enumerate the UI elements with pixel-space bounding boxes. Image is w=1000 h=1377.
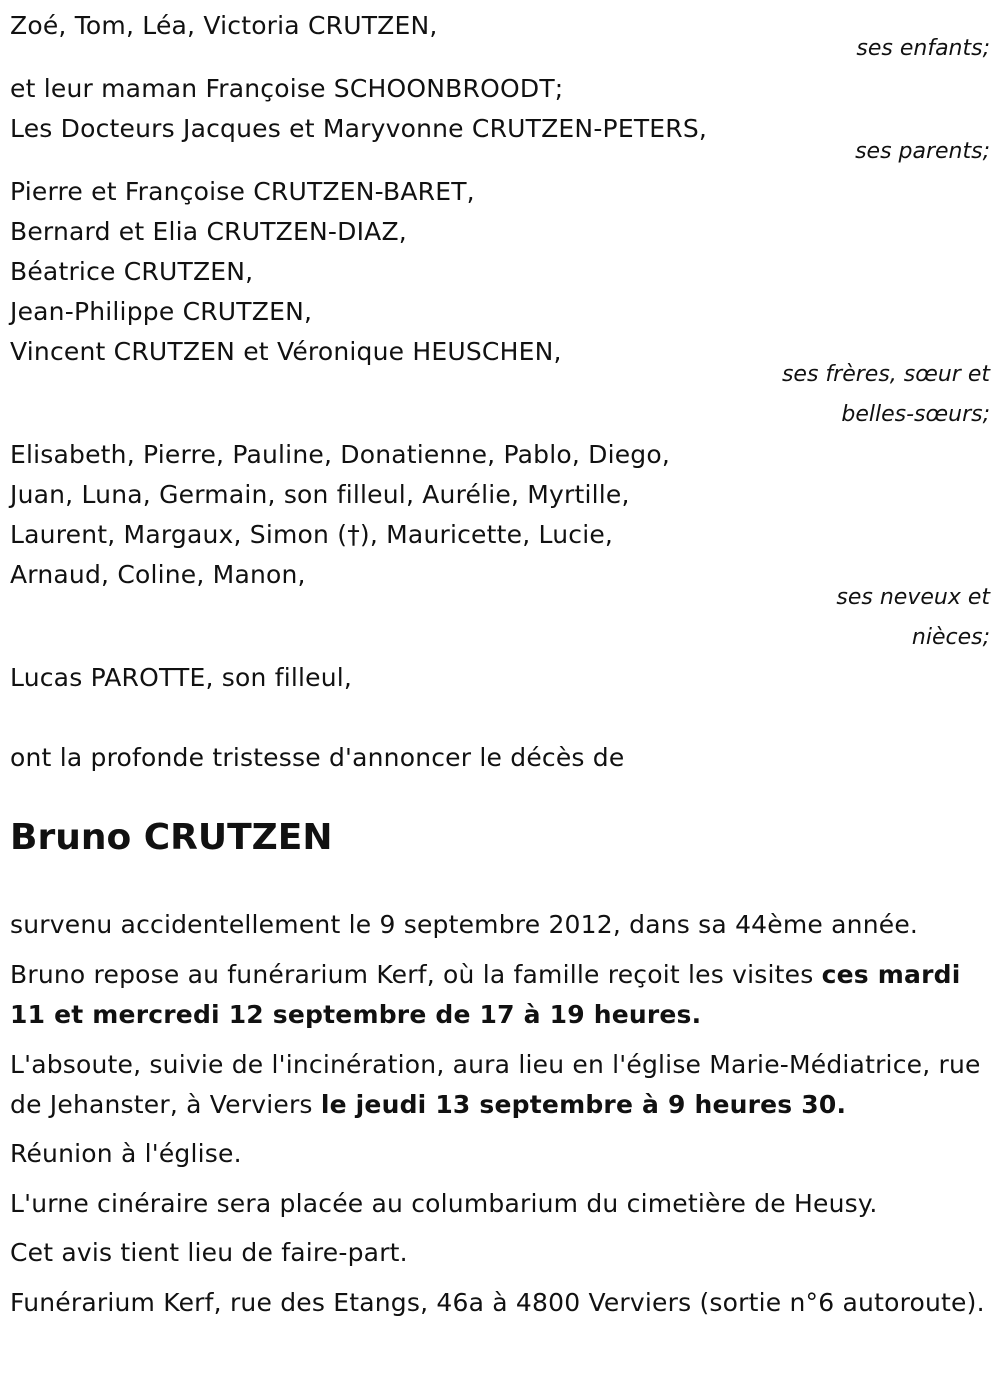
notice-text: Cet avis tient lieu de faire-part.	[10, 1238, 408, 1267]
ceremony-details	[10, 1045, 990, 1125]
nephews-line: Laurent, Margaux, Simon (†), Mauricette, Lucie,	[10, 520, 614, 549]
sibling-line: Béatrice CRUTZEN,	[10, 257, 254, 286]
announcement-text: ont la profonde tristesse d'annoncer le décès de	[10, 743, 625, 772]
children-relation: ses enfants;	[856, 36, 990, 61]
sibling-line: Pierre et Françoise CRUTZEN-BARET,	[10, 177, 475, 206]
death-details: survenu accidentellement le 9 septembre 2012, dans sa 44ème année.	[10, 910, 919, 939]
nephews-line: Juan, Luna, Germain, son filleul, Aurélie, Myrtille,	[10, 480, 630, 509]
siblings-relation: ses frères, sœur et	[781, 362, 990, 387]
urn-details: L'urne cinéraire sera placée au columbarium du cimetière de Heusy.	[10, 1189, 878, 1218]
deceased-name: Bruno CRUTZEN	[10, 817, 333, 858]
sibling-line: Vincent CRUTZEN et Véronique HEUSCHEN,	[10, 337, 562, 366]
meeting-details: Réunion à l'église.	[10, 1139, 242, 1168]
visit-text: Bruno repose au funérarium Kerf, où la famille reçoit les visites	[10, 960, 822, 989]
children-names: Zoé, Tom, Léa, Victoria CRUTZEN,	[10, 11, 438, 40]
godson-name: Lucas PAROTTE, son filleul,	[10, 663, 353, 692]
sibling-line: Jean-Philippe CRUTZEN,	[10, 297, 313, 326]
funeral-home-address: Funérarium Kerf, rue des Etangs, 46a à 4800 Verviers (sortie n°6 autoroute).	[10, 1288, 985, 1317]
sibling-line: Bernard et Elia CRUTZEN-DIAZ,	[10, 217, 407, 246]
visit-details	[10, 955, 990, 1035]
parents-names: Les Docteurs Jacques et Maryvonne CRUTZEN-PETERS,	[10, 114, 708, 143]
visit-times: ces mardi 11 et mercredi 12 septembre de 17 à 19 heures.	[10, 960, 961, 1029]
siblings-relation: belles-sœurs;	[841, 402, 990, 427]
nephews-relation: nièces;	[911, 625, 990, 650]
ceremony-time: le jeudi 13 septembre à 9 heures 30.	[320, 1090, 847, 1119]
nephews-line: Elisabeth, Pierre, Pauline, Donatienne, Pablo, Diego,	[10, 440, 671, 469]
nephews-line: Arnaud, Coline, Manon,	[10, 560, 306, 589]
mother-name: et leur maman Françoise SCHOONBROODT;	[10, 74, 564, 103]
parents-relation: ses parents;	[855, 139, 990, 164]
ceremony-text: L'absoute, suivie de l'incinération, aura lieu en l'église Marie-Médiatrice, rue de Jehanster, à Verviers	[10, 1050, 981, 1119]
nephews-relation: ses neveux et	[836, 585, 990, 610]
